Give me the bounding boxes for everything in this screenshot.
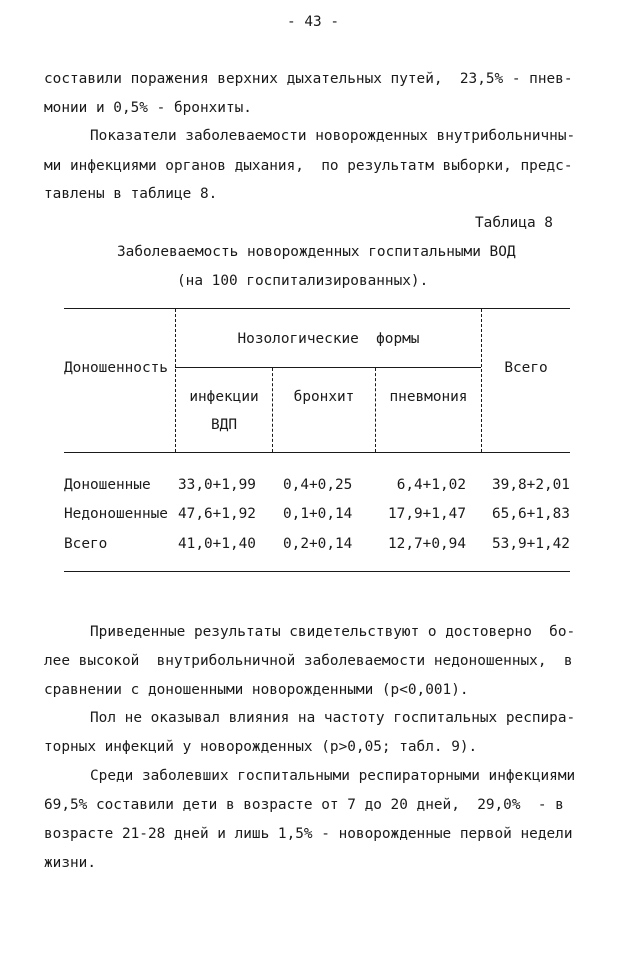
- row-label: Всего: [64, 536, 108, 552]
- column-header-vdp: инфекции: [189, 389, 259, 405]
- cell-pneumonia: 17,9+1,47: [388, 506, 466, 522]
- cell-pneumonia: 12,7+0,94: [388, 536, 466, 552]
- column-header-vdp-line2: ВДП: [211, 417, 237, 433]
- cell-bronchitis: 0,1+0,14: [283, 506, 353, 522]
- page-number: - 43 -: [287, 14, 339, 30]
- text-line: 69,5% составили дети в возрасте от 7 до 20 дней, 29,0% - в: [44, 797, 564, 813]
- column-divider: [481, 309, 482, 452]
- column-divider: [375, 368, 376, 452]
- text-line: лее высокой внутрибольничной заболеваемости недоношенных, в: [44, 653, 573, 669]
- text-line: торных инфекций у новорожденных (р>0,05; табл. 9).: [44, 739, 478, 755]
- row-label-header: Доношенность: [64, 360, 168, 376]
- cell-bronchitis: 0,4+0,25: [283, 477, 353, 493]
- cell-vdp: 47,6+1,92: [178, 506, 256, 522]
- text-line: Показатели заболеваемости новорожденных внутрибольничны-: [90, 128, 576, 144]
- text-line: жизни.: [44, 855, 96, 871]
- column-header-pneumonia: пневмония: [389, 389, 468, 405]
- total-header: Всего: [504, 360, 548, 376]
- text-line: Пол не оказывал влияния на частоту госпитальных респира-: [90, 710, 576, 726]
- row-label: Доношенные: [64, 477, 151, 493]
- cell-total: 39,8+2,01: [492, 477, 570, 493]
- table-header-rule: [64, 452, 570, 453]
- text-line: ми инфекциями органов дыхания, по результатм выборки, предс-: [44, 158, 573, 174]
- table-top-rule: [64, 308, 570, 309]
- text-line: монии и 0,5% - бронхиты.: [44, 100, 252, 116]
- text-line: составили поражения верхних дыхательных путей, 23,5% - пнев-: [44, 71, 573, 87]
- cell-bronchitis: 0,2+0,14: [283, 536, 353, 552]
- table-label: Таблица 8: [475, 215, 553, 231]
- group-header: Нозологические формы: [237, 331, 420, 347]
- cell-pneumonia: 6,4+1,02: [396, 477, 466, 493]
- column-header-bronchitis: бронхит: [293, 389, 355, 405]
- cell-vdp: 41,0+1,40: [178, 536, 256, 552]
- cell-total: 65,6+1,83: [492, 506, 570, 522]
- text-line: возрасте 21-28 дней и лишь 1,5% - новорожденные первой недели: [44, 826, 573, 842]
- group-header-rule: [175, 367, 481, 368]
- cell-vdp: 33,0+1,99: [178, 477, 256, 493]
- table-bottom-rule: [64, 571, 570, 572]
- text-line: Приведенные результаты свидетельствуют о достоверно бо-: [90, 624, 576, 640]
- cell-total: 53,9+1,42: [492, 536, 570, 552]
- table-title: Заболеваемость новорожденных госпитальными ВОД: [117, 244, 516, 260]
- text-line: Среди заболевших госпитальными респираторными инфекциями: [90, 768, 576, 784]
- table-subtitle: (на 100 госпитализированных).: [177, 273, 429, 289]
- column-divider: [272, 368, 273, 452]
- text-line: сравнении с доношенными новорожденными (р<0,001).: [44, 682, 469, 698]
- text-line: тавлены в таблице 8.: [44, 186, 218, 202]
- row-label: Недоношенные: [64, 506, 168, 522]
